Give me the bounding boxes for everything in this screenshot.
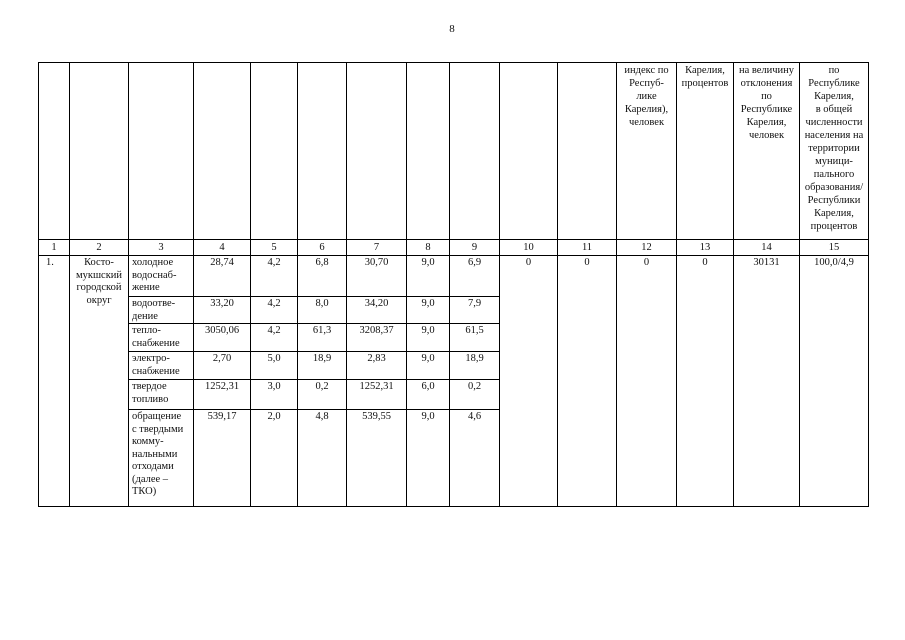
value-col-7: 1252,31 [347, 380, 407, 410]
column-number: 7 [347, 240, 407, 256]
value-col-5: 2,0 [251, 410, 298, 507]
value-col-4: 539,17 [194, 410, 251, 507]
header-cell-7 [347, 63, 407, 240]
column-number-row [39, 240, 869, 256]
municipality-name: Косто- мукшский городской округ [70, 256, 129, 507]
column-number: 13 [677, 240, 734, 256]
row-number: 1. [39, 256, 70, 507]
service-name: электро- снабжение [129, 352, 194, 380]
service-name: тепло- снабжение [129, 324, 194, 352]
page-number: 8 [449, 23, 455, 35]
value-col-6: 8,0 [298, 297, 347, 324]
service-name: водоотве- дение [129, 297, 194, 324]
service-name: обращение с твердыми комму- нальными отходами (далее – ТКО) [129, 410, 194, 507]
value-col-9: 4,6 [450, 410, 500, 507]
header-cell-11 [558, 63, 617, 240]
value-col-8: 9,0 [407, 256, 450, 297]
header-cell-3 [129, 63, 194, 240]
value-col-7: 2,83 [347, 352, 407, 380]
value-col-8: 9,0 [407, 352, 450, 380]
value-col-5: 4,2 [251, 324, 298, 352]
value-col-4: 1252,31 [194, 380, 251, 410]
column-number: 2 [70, 240, 129, 256]
header-cell-8 [407, 63, 450, 240]
table-row [39, 256, 869, 297]
service-name: твердое топливо [129, 380, 194, 410]
header-cell-6 [298, 63, 347, 240]
value-col-9: 0,2 [450, 380, 500, 410]
value-col-6: 0,2 [298, 380, 347, 410]
column-number: 1 [39, 240, 70, 256]
header-cell-10 [500, 63, 558, 240]
value-col-6: 6,8 [298, 256, 347, 297]
column-number: 8 [407, 240, 450, 256]
header-cell-9 [450, 63, 500, 240]
summary-col-11: 0 [558, 256, 617, 507]
header-cell-4 [194, 63, 251, 240]
column-number: 9 [450, 240, 500, 256]
column-number: 5 [251, 240, 298, 256]
column-number: 11 [558, 240, 617, 256]
value-col-4: 28,74 [194, 256, 251, 297]
header-cell-12: индекс по Респуб- лике Карелия), человек [617, 63, 677, 240]
value-col-8: 6,0 [407, 380, 450, 410]
service-name: холодное водоснаб- жение [129, 256, 194, 297]
value-col-7: 3208,37 [347, 324, 407, 352]
value-col-4: 2,70 [194, 352, 251, 380]
summary-col-12: 0 [617, 256, 677, 507]
column-number: 4 [194, 240, 251, 256]
column-number: 14 [734, 240, 800, 256]
data-table [38, 62, 869, 507]
value-col-8: 9,0 [407, 297, 450, 324]
value-col-4: 3050,06 [194, 324, 251, 352]
value-col-7: 34,20 [347, 297, 407, 324]
value-col-8: 9,0 [407, 324, 450, 352]
header-cell-15: по Республике Карелия, в общей численности населения на территории муници- пального образования/ Республики Карелия, процентов [800, 63, 869, 240]
value-col-8: 9,0 [407, 410, 450, 507]
value-col-9: 7,9 [450, 297, 500, 324]
value-col-7: 30,70 [347, 256, 407, 297]
header-cell-13: Карелия, процентов [677, 63, 734, 240]
summary-col-15: 100,0/4,9 [800, 256, 869, 507]
column-number: 12 [617, 240, 677, 256]
header-cell-5 [251, 63, 298, 240]
summary-col-14: 30131 [734, 256, 800, 507]
header-cell-14: на величину отклонения по Республике Карелия, человек [734, 63, 800, 240]
value-col-6: 4,8 [298, 410, 347, 507]
header-cell-1 [39, 63, 70, 240]
value-col-9: 18,9 [450, 352, 500, 380]
summary-col-13: 0 [677, 256, 734, 507]
value-col-6: 18,9 [298, 352, 347, 380]
header-row [39, 63, 869, 240]
value-col-4: 33,20 [194, 297, 251, 324]
column-number: 10 [500, 240, 558, 256]
value-col-5: 4,2 [251, 297, 298, 324]
column-number: 15 [800, 240, 869, 256]
value-col-5: 3,0 [251, 380, 298, 410]
value-col-5: 5,0 [251, 352, 298, 380]
value-col-9: 61,5 [450, 324, 500, 352]
header-cell-2 [70, 63, 129, 240]
column-number: 6 [298, 240, 347, 256]
column-number: 3 [129, 240, 194, 256]
value-col-6: 61,3 [298, 324, 347, 352]
value-col-5: 4,2 [251, 256, 298, 297]
summary-col-10: 0 [500, 256, 558, 507]
value-col-9: 6,9 [450, 256, 500, 297]
value-col-7: 539,55 [347, 410, 407, 507]
